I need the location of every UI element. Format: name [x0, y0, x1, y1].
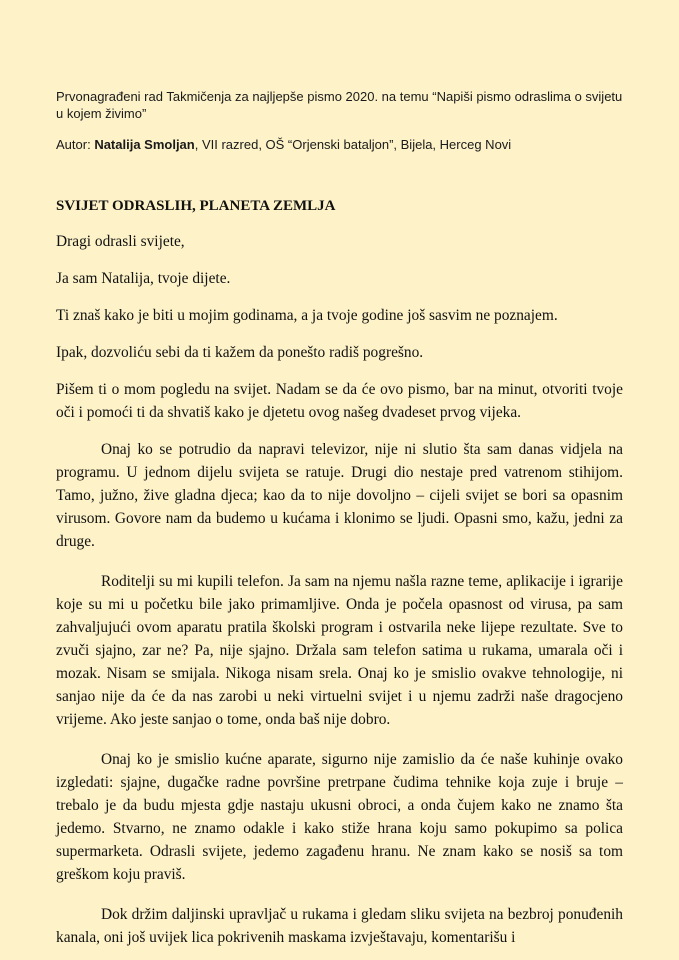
opening-line: Pišem ti o mom pogledu na svijet. Nadam se da će ovo pismo, bar na minut, otvoriti tvoje oči i pomoći ti da shvatiš kako je djetetu ovog našeg dvadeset prvog vijeka. [56, 381, 623, 421]
author-label: Autor: [56, 137, 91, 152]
letter-paragraph-telephone: Roditelji su mi kupili telefon. Ja sam na njemu našla razne teme, aplikacije i igrarije koje su mi u početku bile jako primamljive. Onda je počela opasnost od virusa, pa sam zahvaljujući ovom aparatu pratila školski program i ostvarila neke lijepe rezultate. Sve to zvuči sjajno, zar ne? Pa, nije sjajno. Držala sam telefon satima u rukama, umarala oči i mozak. Nisam se smijala. Nikoga nisam srela. Onaj ko je smislio ovakve tehnologije, ni sanjao nije da će da nas zarobi u neki virtuelni svijet i u njemu zadrži naše dragocjeno vrijeme. Ako jeste sanjao o tome, onda baš nije dobro. [56, 573, 623, 728]
letter-body [56, 195, 623, 949]
author-details: , VII razred, OŠ “Orjenski bataljon”, Bijela, Herceg Novi [194, 137, 512, 152]
competition-intro: Prvonagrađeni rad Takmičenja za najljepše pismo 2020. na temu “Napiši pismo odraslima o svijetu u kojem živimo” [56, 89, 623, 121]
author-name: Natalija Smoljan [94, 137, 195, 152]
opening-line: Ja sam Natalija, tvoje dijete. [56, 270, 231, 287]
document-header [56, 88, 623, 153]
salutation: Dragi odrasli svijete, [56, 233, 185, 250]
opening-line: Ti znaš kako je biti u mojim godinama, a ja tvoje godine još sasvim ne poznajem. [56, 307, 558, 324]
letter-paragraph-remote: Dok držim daljinski upravljač u rukama i gledam sliku svijeta na bezbroj ponuđenih kanala, oni još uvijek lica pokrivenih maskama izvještavaju, komentarišu i [56, 906, 623, 946]
letter-paragraph-kitchen: Onaj ko je smislio kućne aparate, sigurno nije zamislio da će naše kuhinje ovako izgledati: sjajne, dugačke radne površine pretrpane čudima tehnike koja zuje i bruje – trebalo je da budu mjesta gdje nastaju ukusni obroci, a onda čujem kako ne znamo šta jedemo. Stvarno, ne znamo odakle i kako stiže hrana koju samo pokupimo sa polica supermarketa. Odrasli svijete, jedemo zagađenu hranu. Ne znam kako se nosiš sa tom greškom koju praviš. [56, 751, 623, 883]
letter-paragraph-television: Onaj ko se potrudio da napravi televizor, nije ni slutio šta sam danas vidjela na programu. U jednom dijelu svijeta se ratuje. Drugi dio nestaje pred vatrenom stihijom. Tamo, južno, žive gladna djeca; kao da to nije dovoljno – cijeli svijet se bori sa opasnim virusom. Govore nam da budemo u kućama i klonimo se ljudi. Opasni smo, kažu, jedni za druge. [56, 441, 623, 550]
letter-title: SVIJET ODRASLIH, PLANETA ZEMLJA [56, 198, 336, 214]
opening-line: Ipak, dozvoliću sebi da ti kažem da ponešto radiš pogrešno. [56, 344, 424, 361]
author-line [56, 136, 623, 153]
